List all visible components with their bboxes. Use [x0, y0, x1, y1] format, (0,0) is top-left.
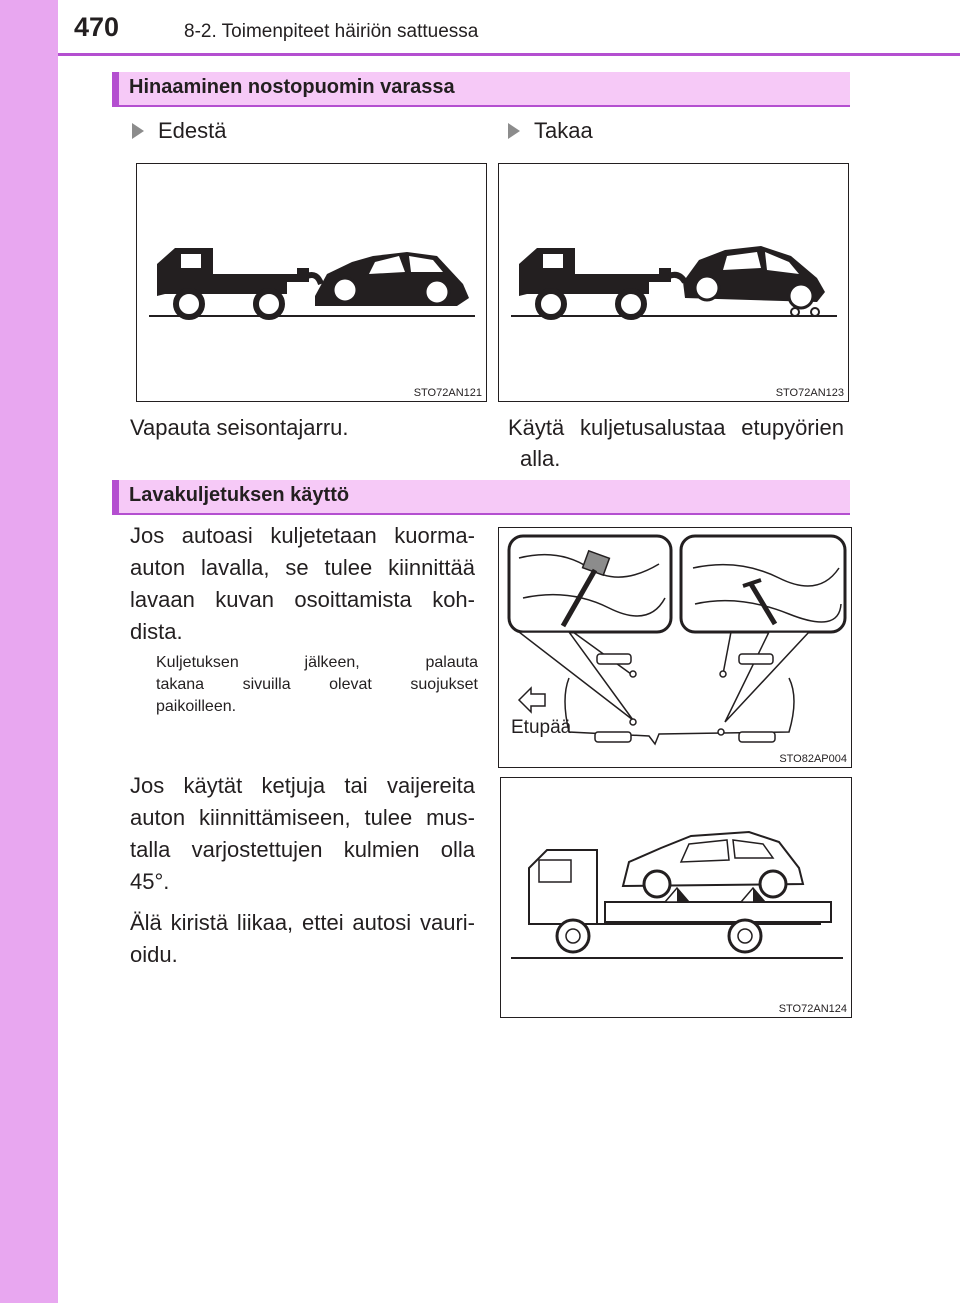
paragraph-line: lavaan kuvan osoittamista koh-: [130, 587, 475, 612]
front-direction-label: Etupää: [511, 717, 572, 738]
chapter-sidebar-tab: [0, 0, 58, 1303]
note-line: takana sivuilla olevat suojukset: [156, 676, 478, 693]
figure-code: STO72AN123: [775, 387, 844, 399]
subheading-rear: [508, 118, 593, 144]
figure-code: STO82AP004: [779, 753, 847, 765]
note-line: paikoilleen.: [156, 698, 237, 715]
paragraph-line: Jos autoasi kuljetetaan kuorma-: [130, 523, 475, 548]
section-title: Hinaaminen nostopuomin varassa: [129, 76, 455, 98]
caption-rear-line2: alla.: [520, 446, 561, 471]
chapter-title: 8-2. Toimenpiteet häiriön sattuessa: [184, 21, 479, 42]
section-header-bar: [112, 480, 119, 513]
paragraph-line: Älä kiristä liikaa, ettei autosi vauri-: [130, 910, 475, 935]
caption-rear-line1: Käytä kuljetusalustaa etupyörien: [508, 415, 844, 440]
figure-flatbed-truck: [500, 777, 852, 1018]
subheading-label: Takaa: [534, 118, 593, 143]
paragraph-line: auton lavalla, se tulee kiinnittää: [130, 555, 475, 580]
header-divider: [58, 53, 960, 56]
section-header-flatbed: [112, 480, 850, 515]
figure-tiedown-points: [498, 527, 852, 768]
triangle-bullet-icon: [508, 123, 520, 139]
section-title: Lavakuljetuksen käyttö: [129, 484, 350, 506]
section-header-bar: [112, 72, 119, 105]
paragraph-line: 45°.: [130, 869, 170, 894]
subheading-front: [132, 118, 227, 144]
figure-code: STO72AN124: [778, 1003, 847, 1015]
paragraph-line: auton kiinnittämiseen, tulee mus-: [130, 805, 475, 830]
note-line: Kuljetuksen jälkeen, palauta: [156, 654, 478, 671]
triangle-bullet-icon: [132, 123, 144, 139]
paragraph-line: Jos käytät ketjuja tai vaijereita: [130, 773, 475, 798]
flatbed-truck-illustration: [501, 778, 851, 1017]
subheading-label: Edestä: [158, 118, 227, 143]
paragraph-line: talla varjostettujen kulmien olla: [130, 837, 475, 862]
figure-tow-front: [136, 163, 487, 402]
tow-truck-rear-illustration: [499, 164, 848, 401]
page-number: 470: [74, 12, 120, 42]
figure-tow-rear: [498, 163, 849, 402]
caption-front: Vapauta seisontajarru.: [130, 415, 349, 440]
paragraph-line: dista.: [130, 619, 183, 644]
figure-code: STO72AN121: [413, 387, 482, 399]
paragraph-line: oidu.: [130, 942, 178, 967]
section-header-towing: [112, 72, 850, 107]
tow-truck-front-illustration: [137, 164, 486, 401]
